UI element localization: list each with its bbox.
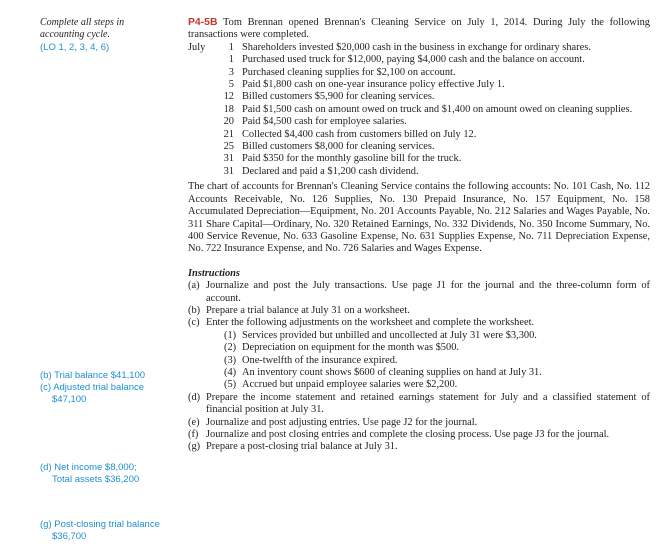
transaction-row (188, 104, 650, 116)
step-text: Journalize and post closing entries and complete the closing process. Use page J3 for the journal. (206, 429, 610, 440)
step-text: Journalize and post the July transactions. Use page J1 for the journal and the three-column form of account. (206, 280, 650, 304)
transaction-text: Paid $1,800 cash on one-year insurance policy effective July 1. (242, 79, 505, 91)
instruction-e (188, 417, 650, 429)
margin-answer-g (40, 519, 160, 543)
adjustment-item (188, 379, 650, 391)
instruction-a (188, 280, 650, 305)
adjustment-text: One-twelfth of the insurance expired. (242, 354, 398, 366)
margin-instruction (40, 17, 124, 41)
instructions-heading: Instructions (188, 267, 240, 279)
adjustment-label: (2) (224, 342, 237, 354)
instruction-f (188, 429, 650, 441)
step-text: Prepare the income statement and retained earnings statement for July and a classified statement of financial position at July 31. (206, 391, 650, 416)
step-label: (a) (188, 280, 200, 292)
instruction-b (188, 305, 650, 317)
adjustment-text: Accrued but unpaid employee salaries were $2,200. (242, 379, 458, 391)
transaction-row (188, 166, 650, 178)
transaction-day: 1 (228, 54, 234, 66)
step-label: (b) (188, 304, 201, 316)
transaction-day: 1 (228, 41, 234, 53)
step-label: (f) (188, 429, 199, 440)
adjustment-text: Services provided but unbilled and uncollected at July 31 were $3,300. (242, 329, 537, 341)
transaction-row (188, 67, 650, 79)
step-label: (c) (188, 317, 200, 329)
step-label: (e) (188, 416, 200, 428)
transaction-row (188, 79, 650, 91)
margin-answer-b-c (40, 370, 145, 406)
transaction-day: 21 (223, 128, 234, 140)
problem-intro-text: Tom Brennan opened Brennan's Cleaning Service on July 1, 2014. During July the following transactions were completed. (188, 17, 650, 41)
transaction-day: 31 (223, 165, 234, 177)
adjustment-label: (1) (224, 329, 237, 341)
transaction-day: 3 (228, 66, 234, 78)
transaction-text: Paid $1,500 cash on amount owed on truck and $1,400 on amount owed on cleaning supplies. (242, 103, 633, 115)
problem-body (188, 17, 650, 454)
chart-of-accounts: The chart of accounts for Brennan's Cleaning Service contains the following accounts: No. 101 Cash, No. 112 Accounts Receivable, No. 126 Supplies, No. 130 Prepaid Insurance, No. 157 Equipment, No. 158 Accumulated Depreciation—Equipment, No. 201 Accounts Payable, No. 212 Salaries and Wages Payable, No. 311 Share Capital—Ordinary, No. 320 Retained Earnings, No. 332 Dividends, No. 350 Income Summary, No. 400 Service Revenue, No. 633 Gasoline Expense, No. 631 Supplies Expense, No. 711 Depreciation Expense, No. 722 Insurance Expense, and No. 726 Salaries and Wages Expense. (188, 181, 650, 255)
transaction-text: Purchased used truck for $12,000, paying $4,000 cash and the balance on account. (242, 54, 585, 66)
transaction-text: Billed customers $8,000 for cleaning services. (242, 141, 435, 153)
step-text: Prepare a post-closing trial balance at July 31. (206, 441, 398, 453)
transaction-row (188, 141, 650, 153)
transaction-text: Billed customers $5,900 for cleaning services. (242, 91, 435, 103)
transaction-text: Shareholders invested $20,000 cash in the business in exchange for ordinary shares. (242, 41, 591, 53)
adjustment-item (188, 367, 650, 379)
transaction-day: 20 (223, 116, 234, 128)
step-text: Enter the following adjustments on the worksheet and complete the worksheet. (206, 317, 535, 329)
transaction-day: 25 (223, 141, 234, 153)
margin-answer-line: (b) Trial balance $41,100 (40, 370, 146, 381)
transaction-row (188, 54, 650, 66)
adjustment-label: (5) (224, 379, 237, 391)
adjustment-label: (3) (224, 354, 237, 366)
step-text: Prepare a trial balance at July 31 on a worksheet. (206, 304, 410, 316)
step-label: (d) (188, 391, 201, 403)
transaction-text: Paid $4,500 cash for employee salaries. (242, 116, 407, 128)
margin-instruction-line: accounting cycle. (40, 29, 110, 40)
instruction-c (188, 317, 650, 329)
transaction-row (188, 42, 650, 54)
margin-instruction-line: Complete all steps in (40, 17, 125, 28)
adjustment-label: (4) (224, 366, 237, 378)
margin-answer-d (40, 462, 139, 486)
margin-answer-line: $36,700 (52, 531, 87, 542)
margin-answer-line: (d) Net income $8,000; (40, 462, 137, 473)
margin-answer-line: (c) Adjusted trial balance (40, 382, 145, 393)
adjustment-item (188, 342, 650, 354)
transaction-list (188, 42, 650, 178)
transaction-row (188, 153, 650, 165)
problem-id: P4-5B (188, 17, 218, 28)
problem-intro (188, 17, 650, 42)
instruction-d (188, 392, 650, 417)
instruction-g (188, 441, 650, 453)
adjustment-item (188, 355, 650, 367)
transaction-row (188, 116, 650, 128)
transaction-row (188, 129, 650, 141)
transaction-day: 31 (223, 153, 234, 165)
transaction-row (188, 91, 650, 103)
month-label: July (188, 41, 206, 53)
transaction-day: 18 (223, 103, 234, 115)
margin-answer-line: $47,100 (52, 394, 87, 405)
adjustment-text: Depreciation on equipment for the month was $500. (242, 342, 459, 354)
margin-objectives: (LO 1, 2, 3, 4, 6) (40, 42, 110, 53)
step-label: (g) (188, 441, 201, 453)
transaction-text: Paid $350 for the monthly gasoline bill for the truck. (242, 153, 462, 165)
adjustment-item (188, 330, 650, 342)
margin-answer-line: (g) Post-closing trial balance (40, 519, 160, 530)
transaction-day: 12 (223, 91, 234, 103)
margin-answer-line: Total assets $36,200 (52, 474, 140, 485)
step-text: Journalize and post adjusting entries. Use page J2 for the journal. (206, 416, 478, 428)
transaction-text: Collected $4,400 cash from customers billed on July 12. (242, 128, 477, 140)
adjustment-text: An inventory count shows $600 of cleaning supplies on hand at July 31. (242, 366, 542, 378)
transaction-day: 5 (228, 79, 234, 91)
transaction-text: Purchased cleaning supplies for $2,100 on account. (242, 66, 456, 78)
transaction-text: Declared and paid a $1,200 cash dividend. (242, 165, 419, 177)
